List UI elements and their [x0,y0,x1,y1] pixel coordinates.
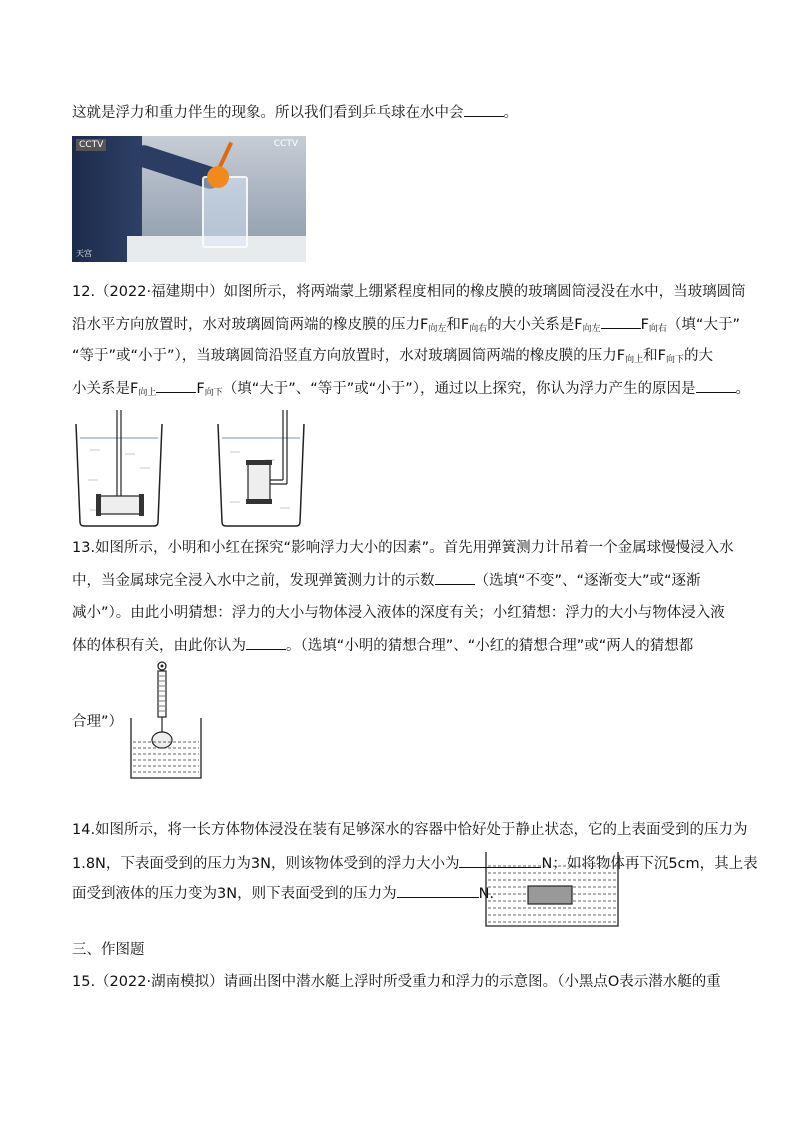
q13-line1: 13.如图所示，小明和小红在探究“影响浮力大小的因素”。首先用弹簧测力计吊着一个金属球慢慢浸入水 [72,540,734,556]
beaker-vertical [218,410,304,526]
q13-line5: 合理”） [72,714,124,730]
q12-beaker-figure [70,410,320,528]
answer-blank[interactable] [435,570,475,585]
answer-blank[interactable] [156,378,196,393]
cctv-logo: CCTV [76,139,106,151]
cctv-logo-right: CCTV [273,139,298,149]
q13-line3: 减小”）。由此小明猜想：浮力的大小与物体浸入液体的深度有关；小红猜想：浮力的大小与物体浸入液 [72,605,725,621]
q14-line2: 1.8N，下表面受到的压力为3N，则该物体受到的浮力大小为 N；如将物体再下沉5cm，其上表 [72,853,758,874]
answer-blank[interactable] [601,314,641,329]
q12-line4: 小关系是$F_{向上}$ $F_{向下}$（填“大于”、“等于”或“小于”），通过以上探究，你认为浮力产生的原因是 。 [72,378,750,403]
section-title: 三、作图题 [72,942,145,958]
q13-line4: 体的体积有关，由此你认为 。（选填“小明的猜想合理”、“小红的猜想合理”或“两人的猜想都 [72,635,693,656]
answer-blank[interactable] [696,378,736,393]
q12-line3: “等于”或“小于”），当玻璃圆筒沿竖直方向放置时，水对玻璃圆筒两端的橡皮膜的压力$F_{向上}$和$F_{向下}$的大 [72,348,714,365]
q13-spring-scale-figure [128,660,204,782]
water-glass [202,176,248,248]
intro-text: 这就是浮力和重力伴生的现象。所以我们看到乒乓球在水中会 [72,105,464,121]
beaker-horizontal [76,410,162,526]
ping-pong-ball [207,166,229,188]
q12-line2: 沿水平方向放置时，水对玻璃圆筒两端的橡皮膜的压力$F_{向左}$和$F_{向右}$的大小关系是$F_{向左}$ $F_{向右}$（填“大于” [72,314,740,339]
answer-blank[interactable] [464,102,504,117]
cuboid-block [528,886,572,904]
q14-container-figure [484,850,620,930]
answer-blank[interactable] [246,635,286,650]
q13-line2: 中，当金属球完全浸入水中之前，发现弹簧测力计的示数 （选填“不变”、“逐渐变大”或“逐渐 [72,570,701,591]
answer-blank[interactable] [397,883,479,898]
space-station-photo [72,136,306,262]
q15-line1: 15.（2022·湖南模拟）请画出图中潜水艇上浮时所受重力和浮力的示意图。（小黑点O表示潜水艇的重 [72,974,721,990]
q14-line1: 14.如图所示，将一长方体物体浸没在装有足够深水的容器中恰好处于静止状态，它的上表面受到的压力为 [72,822,748,838]
photo-caption: 天宫 [76,249,92,258]
q14-line3: 面受到液体的压力变为3N，则下表面受到的压力为 N. [72,883,494,904]
q12-line1: 12.（2022·福建期中）如图所示，将两端蒙上绷紧程度相同的橡皮膜的玻璃圆筒浸没在水中，当玻璃圆筒 [72,284,746,300]
intro-line: 这就是浮力和重力伴生的现象。所以我们看到乒乓球在水中会 。 [72,102,518,123]
